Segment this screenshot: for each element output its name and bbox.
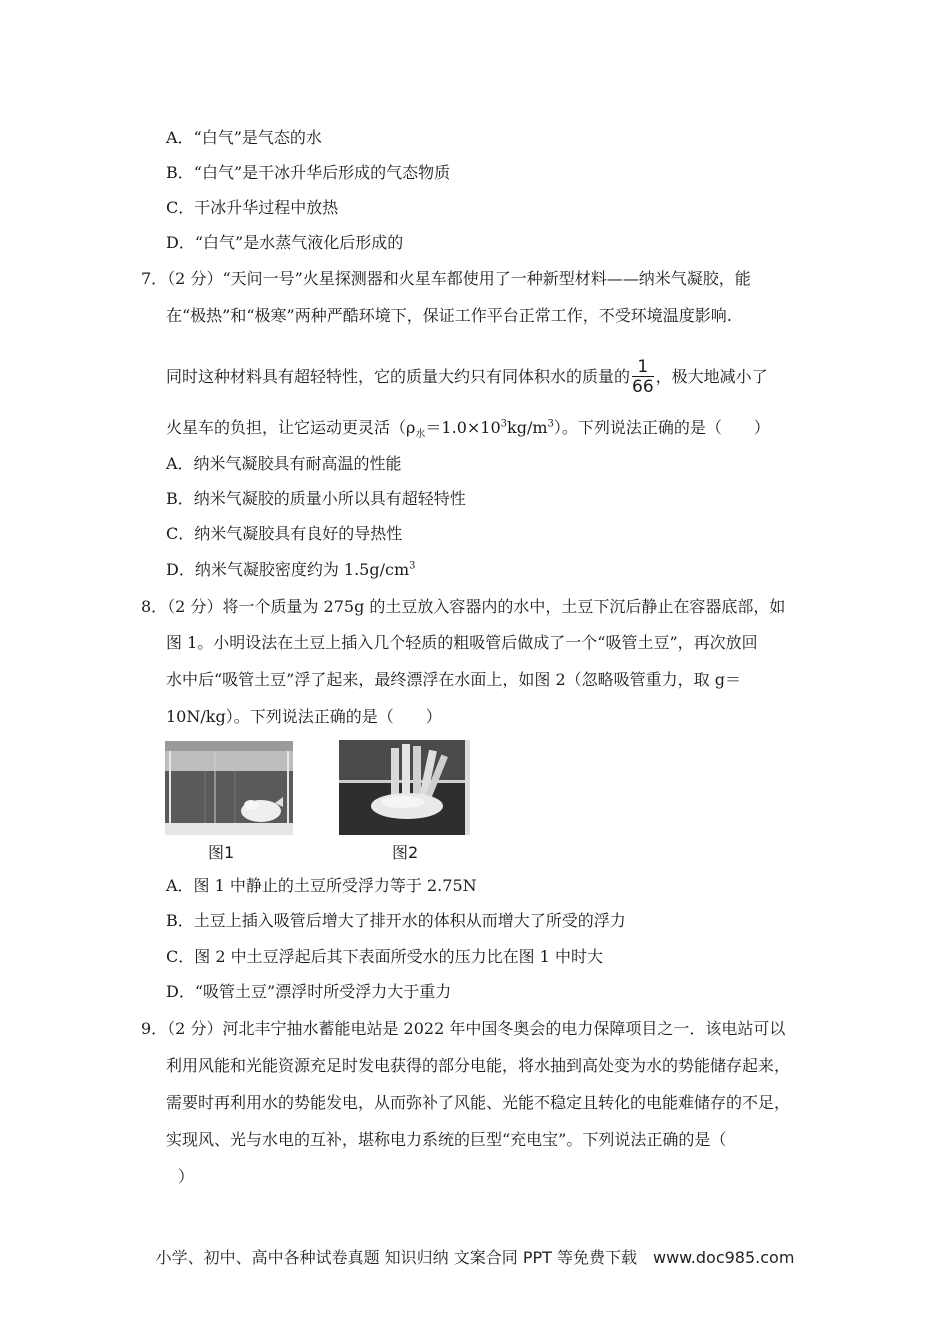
unit-exponent: 3 [409, 560, 416, 572]
q7-line4-text: 火星车的负担，让它运动更灵活（ρ [166, 418, 416, 437]
figure-2-caption: 图2 [392, 843, 419, 862]
fraction-numerator: 1 [632, 358, 654, 377]
q8-option-b: B．土豆上插入吸管后增大了排开水的体积从而增大了所受的浮力 [166, 911, 626, 930]
unit-exponent: 3 [547, 418, 554, 430]
q7-stem-line4 [166, 417, 770, 439]
q6-option-d: D．“白气”是水蒸气液化后形成的 [166, 233, 404, 252]
q8-stem-line2: 图 1。小明设法在土豆上插入几个轻质的粗吸管后做成了一个“吸管土豆”，再次放回 [166, 633, 758, 652]
q6-option-b: B．“白气”是干冰升华后形成的气态物质 [166, 163, 451, 182]
q7-option-a: A．纳米气凝胶具有耐高温的性能 [166, 454, 402, 473]
q6-option-a: A．“白气”是气态的水 [166, 128, 322, 147]
q7-stem-line3 [166, 358, 768, 397]
q8-option-d: D．“吸管土豆”漂浮时所受浮力大于重力 [166, 982, 452, 1001]
fraction-denominator: 66 [632, 377, 654, 397]
rho-subscript: 水 [415, 429, 426, 441]
q9-stem-line4: 实现风、光与水电的互补，堪称电力系统的巨型“充电宝”。下列说法正确的是（ [166, 1130, 727, 1149]
figure-1-caption: 图1 [208, 843, 235, 862]
fraction-1-66 [632, 358, 654, 397]
q8-stem-line3: 水中后“吸管土豆”浮了起来，最终漂浮在水面上，如图 2（忽略吸管重力，取 g＝ [166, 670, 741, 689]
q7-stem-line2: 在“极热”和“极寒”两种严酷环境下，保证工作平台正常工作，不受环境温度影响. [166, 306, 732, 325]
page-footer: 小学、初中、高中各种试卷真题 知识归纳 文案合同 PPT 等免费下载 www.doc985.com [155, 1248, 795, 1267]
q7-option-d [166, 559, 416, 581]
q7-stem-line1: 7．（2 分）“天问一号”火星探测器和火星车都使用了一种新型材料——纳米气凝胶，能 [141, 269, 751, 288]
q8-stem-line1: 8．（2 分）将一个质量为 275g 的土豆放入容器内的水中，土豆下沉后静止在容器底部，如 [141, 597, 786, 616]
q8-option-c: C．图 2 中土豆浮起后其下表面所受水的压力比在图 1 中时大 [166, 947, 603, 966]
q7-option-b: B．纳米气凝胶的质量小所以具有超轻特性 [166, 489, 466, 508]
q7-line3-text-end: ，极大地减小了 [655, 367, 768, 386]
q9-stem-line5: ） [178, 1167, 195, 1186]
q6-option-c: C．干冰升华过程中放热 [166, 198, 339, 217]
q7-line4-density: ＝1.0×10 [425, 418, 501, 437]
q7-line4-unit: kg/m [507, 418, 548, 437]
q8-stem-line4: 10N/kg）。下列说法正确的是（ ） [166, 707, 442, 726]
q7-option-c: C．纳米气凝胶具有良好的导热性 [166, 524, 403, 543]
figure-1-photo [165, 741, 293, 835]
tank-potato-sunk-image [165, 741, 293, 835]
q8-option-a: A．图 1 中静止的土豆所受浮力等于 2.75N [166, 876, 477, 895]
q7-option-d-text: D．纳米气凝胶密度约为 1.5g/cm [166, 560, 410, 579]
q9-stem-line3: 需要时再利用水的势能发电，从而弥补了风能、光能不稳定且转化的电能难储存的不足， [166, 1093, 791, 1112]
q7-line4-text-end: ）。下列说法正确的是（ ） [553, 418, 770, 437]
tank-straw-potato-floating-image [339, 740, 470, 835]
q9-stem-line1: 9．（2 分）河北丰宁抽水蓄能电站是 2022 年中国冬奥会的电力保障项目之一．该电站可以 [141, 1019, 786, 1038]
figure-2-photo [339, 740, 470, 835]
exponent: 3 [500, 418, 508, 430]
q9-stem-line2: 利用风能和光能资源充足时发电获得的部分电能，将水抽到高处变为水的势能储存起来， [166, 1056, 791, 1075]
q7-line3-text: 同时这种材料具有超轻特性，它的质量大约只有同体积水的质量的 [166, 367, 631, 386]
